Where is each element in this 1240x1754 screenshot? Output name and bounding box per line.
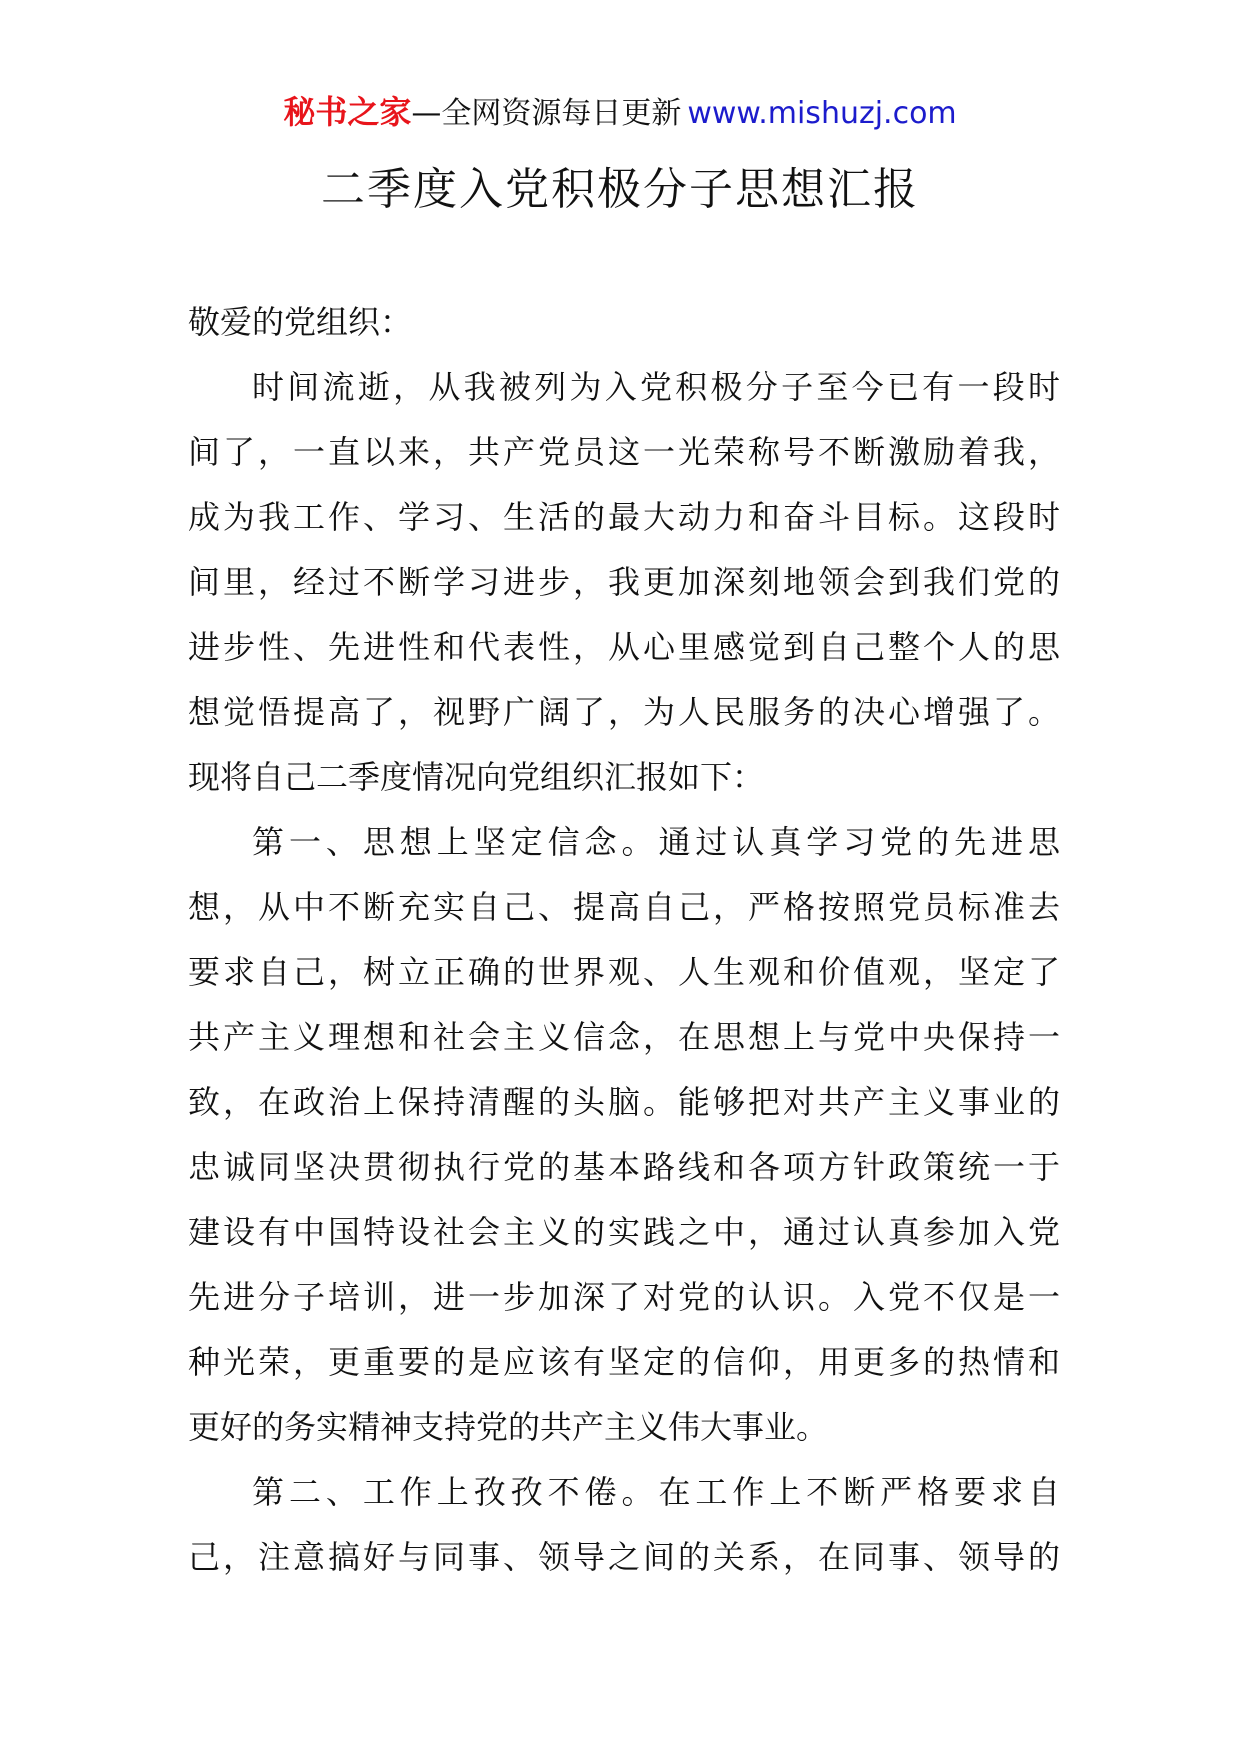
body-line: 进步性、先进性和代表性，从心里感觉到自己整个人的思 xyxy=(188,628,1060,666)
site-header xyxy=(0,92,1240,134)
body-line: 建设有中国特设社会主义的实践之中，通过认真参加入党 xyxy=(188,1213,1060,1251)
document-body xyxy=(188,290,1060,1590)
body-line: 现将自己二季度情况向党组织汇报如下： xyxy=(188,758,765,796)
body-line: 种光荣，更重要的是应该有坚定的信仰，用更多的热情和 xyxy=(188,1343,1060,1381)
body-line: 更好的务实精神支持党的共产主义伟大事业。 xyxy=(188,1408,829,1446)
header-tagline: —全网资源每日更新 xyxy=(411,96,682,131)
salutation: 敬爱的党组织： xyxy=(188,303,413,341)
body-line: 想觉悟提高了，视野广阔了，为人民服务的决心增强了。 xyxy=(188,693,1060,731)
site-url-link[interactable]: www.mishuzj.com xyxy=(687,96,957,131)
body-line: 忠诚同坚决贯彻执行党的基本路线和各项方针政策统一于 xyxy=(188,1148,1060,1186)
body-line: 第一、思想上坚定信念。通过认真学习党的先进思 xyxy=(252,823,1060,861)
body-line: 致，在政治上保持清醒的头脑。能够把对共产主义事业的 xyxy=(188,1083,1060,1121)
body-line: 间了，一直以来，共产党员这一光荣称号不断激励着我， xyxy=(188,433,1060,471)
body-line: 共产主义理想和社会主义信念，在思想上与党中央保持一 xyxy=(188,1018,1060,1056)
body-line: 第二、工作上孜孜不倦。在工作上不断严格要求自 xyxy=(252,1473,1060,1511)
body-line: 间里，经过不断学习进步，我更加深刻地领会到我们党的 xyxy=(188,563,1060,601)
brand-name: 秘书之家 xyxy=(283,93,412,131)
body-line: 己，注意搞好与同事、领导之间的关系，在同事、领导的 xyxy=(188,1538,1060,1576)
body-line: 成为我工作、学习、生活的最大动力和奋斗目标。这段时 xyxy=(188,498,1060,536)
body-line: 要求自己，树立正确的世界观、人生观和价值观，坚定了 xyxy=(188,953,1060,991)
body-line: 想，从中不断充实自己、提高自己，严格按照党员标准去 xyxy=(188,888,1060,926)
body-line: 时间流逝，从我被列为入党积极分子至今已有一段时 xyxy=(252,368,1060,406)
body-line: 先进分子培训，进一步加深了对党的认识。入党不仅是一 xyxy=(188,1278,1060,1316)
document-title: 二季度入党积极分子思想汇报 xyxy=(321,164,919,215)
